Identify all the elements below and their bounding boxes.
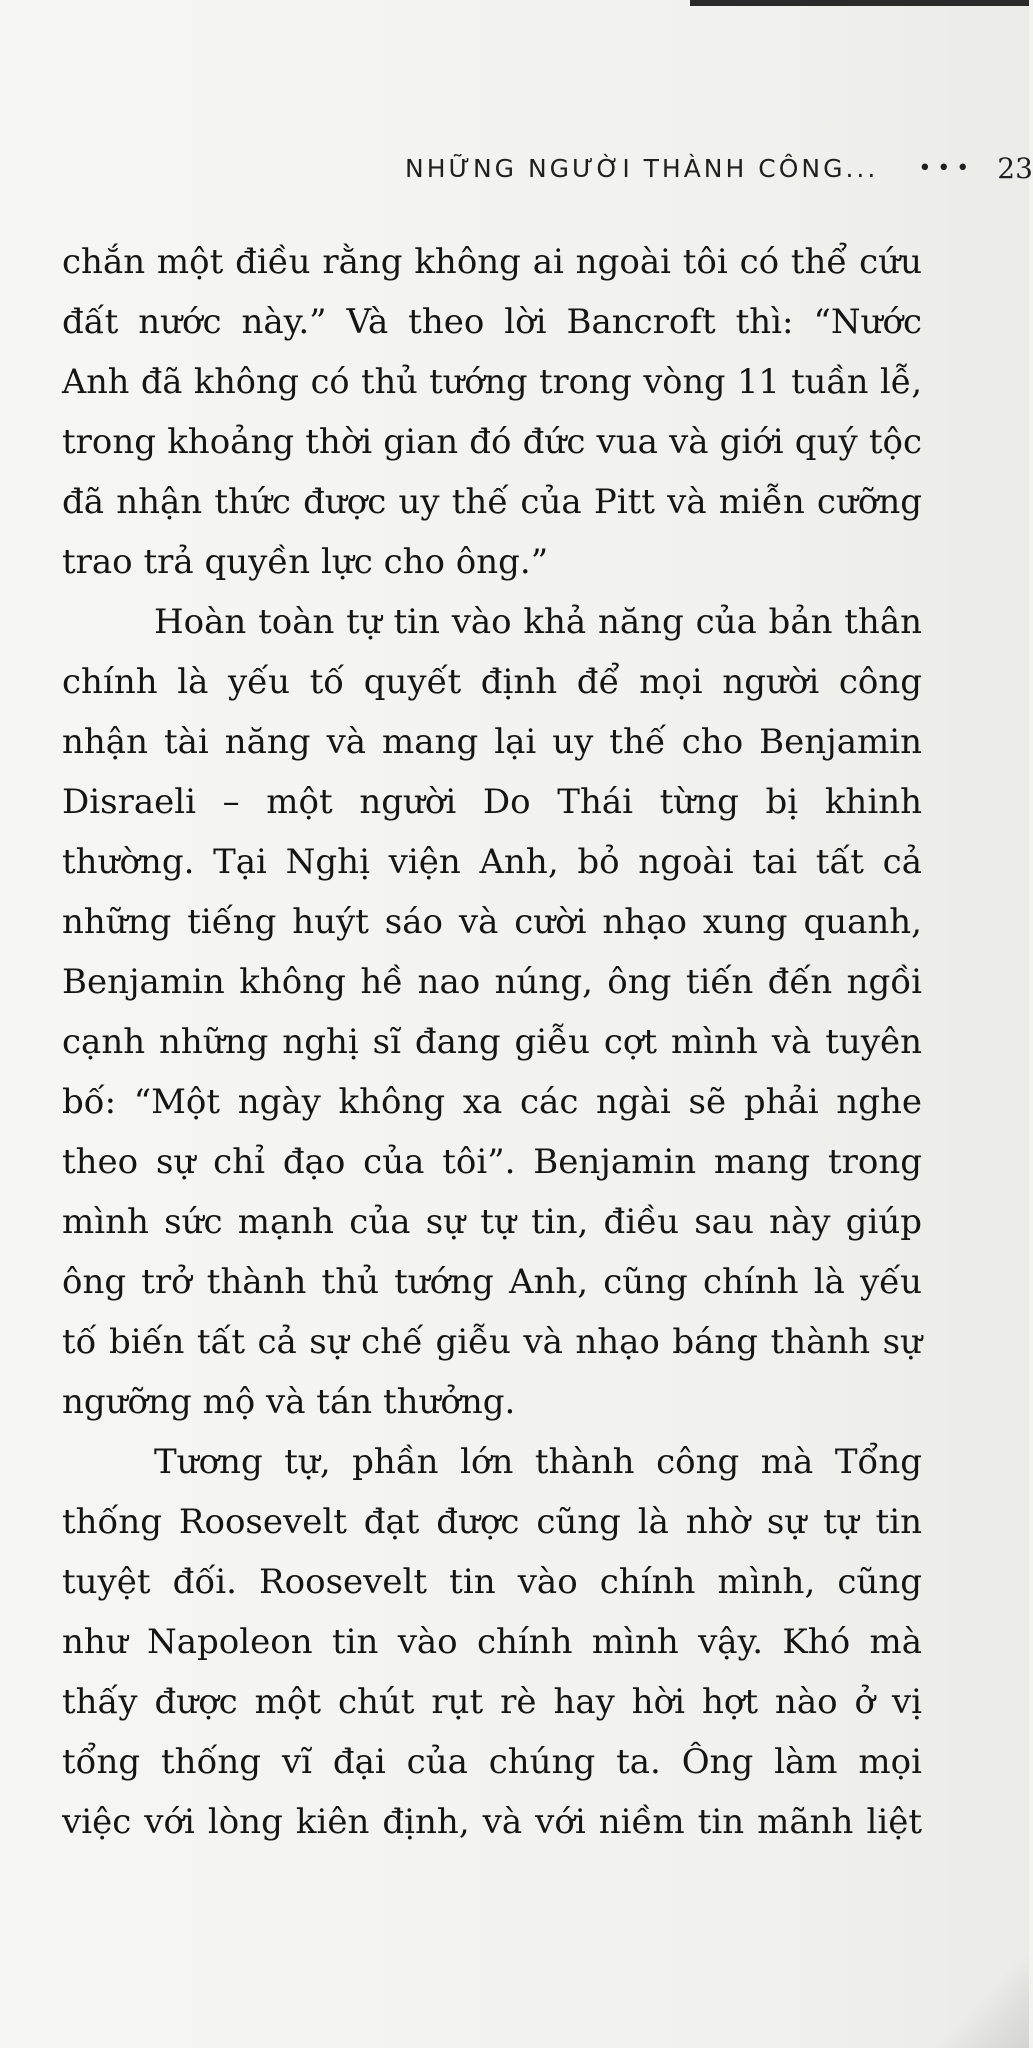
text-line: trong khoảng thời gian đó đức vua và giới quý tộc: [62, 422, 922, 462]
body-text: [62, 232, 922, 1852]
text-line: trao trả quyền lực cho ông.”: [62, 542, 549, 582]
text-line: Disraeli – một người Do Thái từng bị khinh: [62, 782, 922, 822]
text-line: tuyệt đối. Roosevelt tin vào chính mình, cũng: [62, 1562, 922, 1602]
page-corner-shadow: [939, 1918, 1029, 2048]
running-header: [405, 148, 1033, 188]
text-line: Hoàn toàn tự tin vào khả năng của bản thân: [154, 602, 922, 642]
text-line: cạnh những nghị sĩ đang giễu cợt mình và tuyên: [62, 1022, 922, 1062]
text-line: chắn một điều rằng không ai ngoài tôi có thể cứu: [62, 242, 922, 282]
text-line: Benjamin không hề nao núng, ông tiến đến ngồi: [62, 962, 922, 1002]
header-title: NHỮNG NGƯỜI THÀNH CÔNG...: [405, 153, 879, 183]
text-line: đất nước này.” Và theo lời Bancroft thì: “Nước: [62, 302, 922, 342]
text-line: việc với lòng kiên định, và với niềm tin mãnh liệt: [62, 1802, 922, 1842]
header-dots: •••: [918, 155, 976, 181]
text-line: Anh đã không có thủ tướng trong vòng 11 tuần lễ,: [62, 362, 922, 401]
text-line: ông trở thành thủ tướng Anh, cũng chính là yếu: [62, 1262, 922, 1302]
text-line: thấy được một chút rụt rè hay hời hợt nào ở vị: [62, 1682, 922, 1722]
text-line: như Napoleon tin vào chính mình vậy. Khó mà: [62, 1622, 922, 1662]
text-line: đã nhận thức được uy thế của Pitt và miễn cưỡng: [62, 482, 922, 522]
page-number: 23: [997, 151, 1033, 185]
text-line: nhận tài năng và mang lại uy thế cho Benjamin: [62, 722, 922, 762]
text-line: những tiếng huýt sáo và cười nhạo xung quanh,: [62, 902, 922, 942]
text-line: thống Roosevelt đạt được cũng là nhờ sự tự tin: [62, 1502, 922, 1542]
text-line: Tương tự, phần lớn thành công mà Tổng: [154, 1442, 922, 1482]
paragraph-1: [62, 232, 922, 592]
paragraph-3: [62, 1432, 922, 1852]
text-line: bố: “Một ngày không xa các ngài sẽ phải nghe: [62, 1082, 922, 1122]
scan-edge: [690, 0, 1029, 6]
text-line: theo sự chỉ đạo của tôi”. Benjamin mang trong: [62, 1142, 922, 1182]
text-line: ngưỡng mộ và tán thưởng.: [62, 1382, 516, 1422]
text-line: thường. Tại Nghị viện Anh, bỏ ngoài tai tất cả: [62, 842, 922, 882]
paragraph-2: [62, 592, 922, 1432]
text-line: chính là yếu tố quyết định để mọi người công: [62, 662, 922, 702]
text-line: mình sức mạnh của sự tự tin, điều sau này giúp: [62, 1202, 922, 1242]
text-line: tổng thống vĩ đại của chúng ta. Ông làm mọi: [62, 1742, 922, 1782]
text-line: tố biến tất cả sự chế giễu và nhạo báng thành sự: [62, 1322, 922, 1362]
